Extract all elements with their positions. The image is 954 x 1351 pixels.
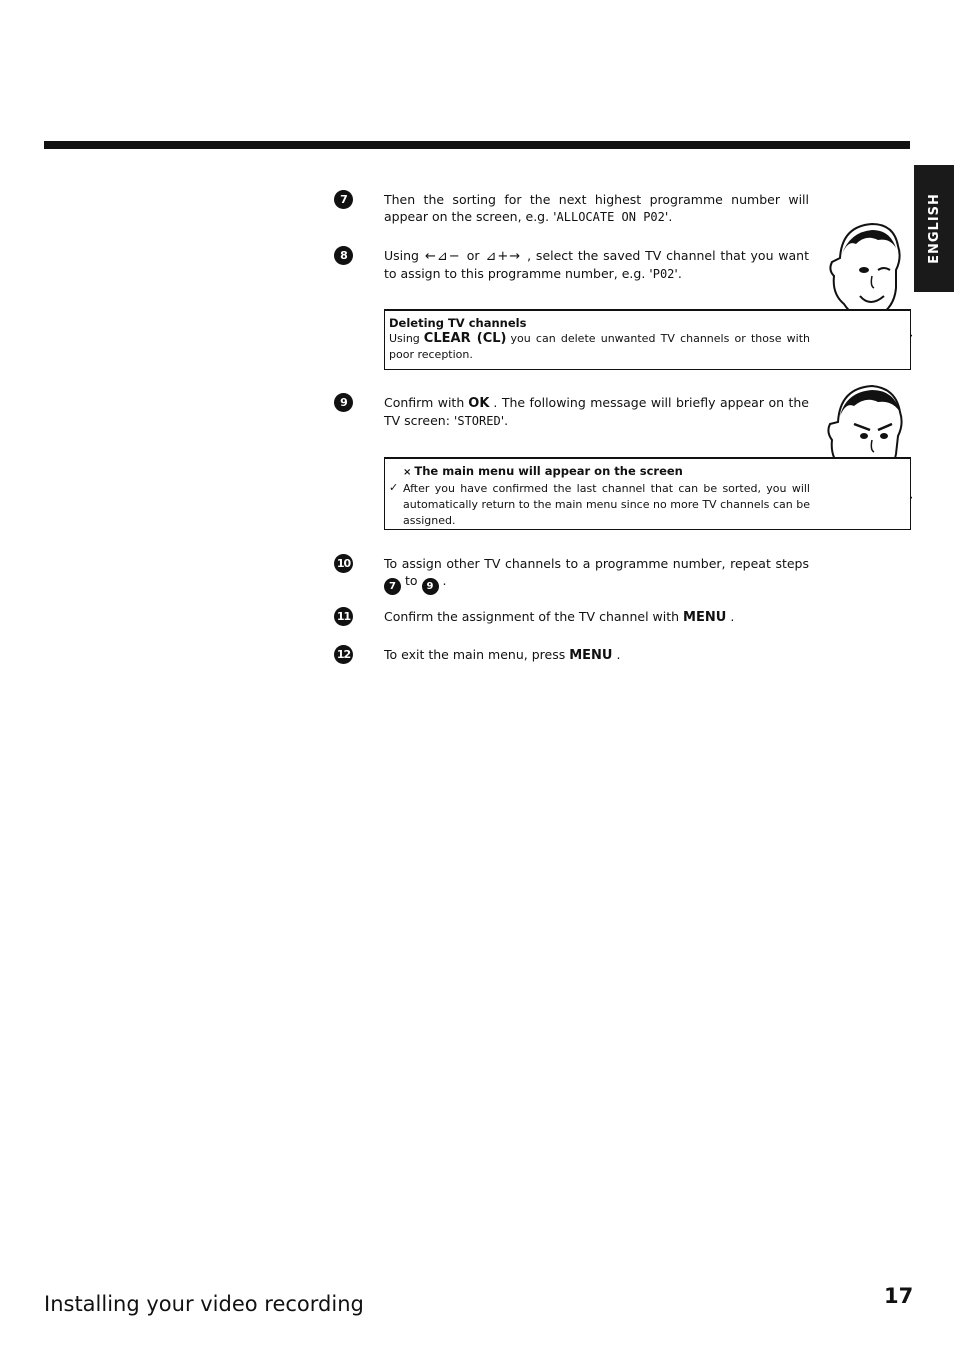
page-number: 17 bbox=[884, 1284, 914, 1308]
step-number-11: 11 bbox=[334, 607, 353, 626]
language-tab bbox=[914, 165, 954, 292]
language-tab-label: ENGLISH bbox=[926, 193, 942, 264]
step-number-10: 10 bbox=[334, 554, 353, 573]
step-7-code: ALLOCATE ON P02 bbox=[556, 210, 665, 224]
header-rule bbox=[44, 141, 910, 149]
step-10-text: To assign other TV channels to a programme number, repeat steps 7 to 9 . bbox=[384, 555, 809, 595]
tip-box-main-menu bbox=[384, 457, 911, 530]
tip-2-title: × The main menu will appear on the screen bbox=[403, 464, 683, 478]
step-number-8: 8 bbox=[334, 246, 353, 265]
footer-section-title: Installing your video recording bbox=[44, 1292, 364, 1316]
channel-up-key-icon: ⊿+→ bbox=[485, 249, 522, 264]
step-ref-9: 9 bbox=[422, 578, 439, 595]
tip-1-body: Using CLEAR (CL) you can delete unwanted TV channels or those with poor reception. bbox=[389, 331, 811, 361]
step-ref-7: 7 bbox=[384, 578, 401, 595]
step-number-12: 12 bbox=[334, 645, 353, 664]
tip-1-title: Deleting TV channels bbox=[389, 316, 527, 330]
checkmark-icon: ✓ bbox=[389, 481, 399, 494]
ok-key: OK bbox=[468, 396, 490, 411]
clear-key: CLEAR (CL) bbox=[423, 331, 507, 346]
step-number-9: 9 bbox=[334, 393, 353, 412]
tip-2-body: After you have confirmed the last channel that can be sorted, you will automatically return to the main menu since no more TV channels can be assigned. bbox=[403, 482, 810, 527]
step-7-text: Then the sorting for the next highest programme number will appear on the screen, e.g. 'ALLOCATE ON P02'. bbox=[384, 192, 809, 224]
tip-box-deleting-channels bbox=[384, 309, 911, 370]
step-12-text: To exit the main menu, press MENU . bbox=[384, 647, 621, 663]
step-number-7: 7 bbox=[334, 190, 353, 209]
step-9-text: Confirm with OK . The following message will briefly appear on the TV screen: 'STORED'. bbox=[384, 395, 809, 428]
step-11-text: Confirm the assignment of the TV channel with MENU . bbox=[384, 609, 735, 625]
channel-down-key-icon: ←⊿− bbox=[425, 249, 461, 264]
step-8-text: Using ←⊿− or ⊿+→ , select the saved TV channel that you want to assign to this programme number, e.g. 'P02'. bbox=[384, 248, 809, 281]
menu-key: MENU bbox=[683, 610, 727, 625]
menu-key-exit: MENU bbox=[569, 648, 613, 663]
cross-icon: × bbox=[403, 467, 412, 478]
